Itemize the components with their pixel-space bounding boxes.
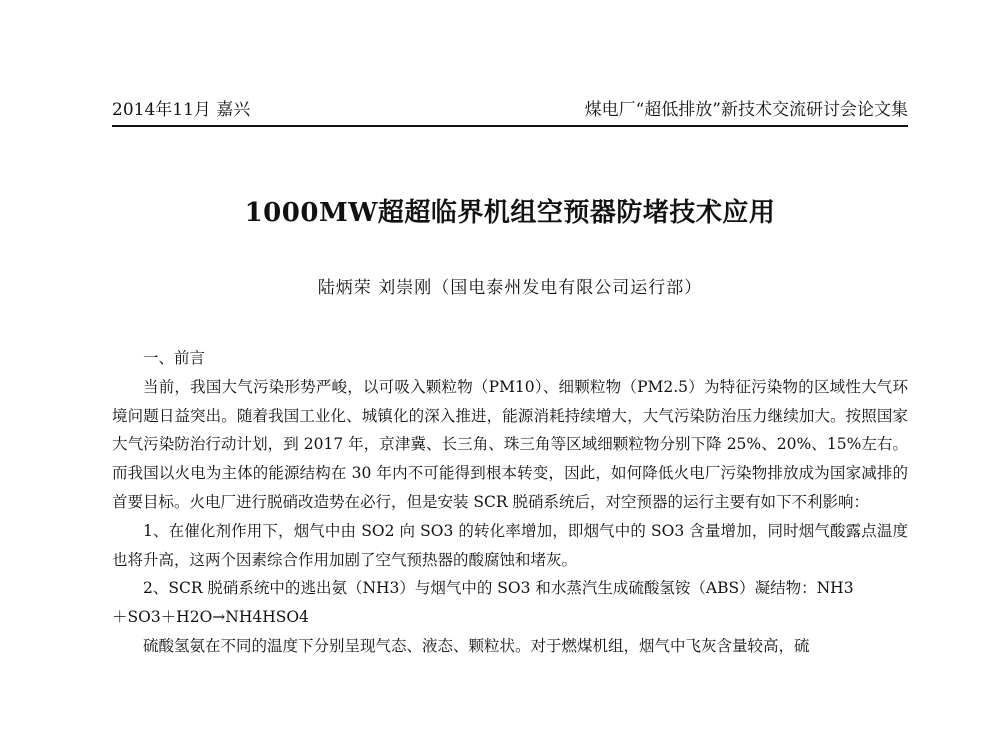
header-proceedings-title: 煤电厂“超低排放”新技术交流研讨会论文集 (584, 100, 908, 120)
paper-title: 1000MW超超临界机组空预器防堵技术应用 (244, 198, 776, 228)
running-header (112, 98, 908, 122)
paragraph-point-1: 1、在催化剂作用下，烟气中由 SO2 向 SO3 的转化率增加，即烟气中的 SO3 含量增加，同时烟气酸露点温度也将升高，这两个因素综合作用加剧了空气预热器的酸腐蚀和堵灰。 (112, 521, 908, 569)
paragraph-intro: 当前，我国大气污染形势严峻，以可吸入颗粒物（PM10）、细颗粒物（PM2.5）为特征污染物的区域性大气环境问题日益突出。随着我国工业化、城镇化的深入推进，能源消耗持续增大，大气污染防治压力继续加大。按照国家大气污染防治行动计划，到 2017 年，京津冀、长三角、珠三角等区域细颗粒物分别下降 25%、20%、15%左右。而我国以火电为主体的能源结构在 30 年内不可能得到根本转变，因此，如何降低火电厂污染物排放成为国家减排的首要目标。火电厂进行脱硝改造势在必行，但是安装 SCR 脱硝系统后，对空预器的运行主要有如下不利影响： (112, 377, 908, 511)
paragraph-ammonium-bisulfate: 硫酸氢氨在不同的温度下分别呈现气态、液态、颗粒状。对于燃煤机组，烟气中飞灰含量较高，硫 (143, 636, 810, 655)
authors-affiliation: 陆炳荣 刘崇刚（国电泰州发电有限公司运行部） (317, 278, 703, 298)
section-heading: 一、前言 (143, 349, 206, 367)
paper-body (112, 344, 908, 661)
header-rule (112, 125, 908, 127)
header-date-location: 2014年11月 嘉兴 (112, 100, 251, 120)
chemical-formula: ＋SO3＋H2O→NH4HSO4 (112, 608, 309, 627)
paragraph-point-2: 2、SCR 脱硝系统中的逃出氨（NH3）与烟气中的 SO3 和水蒸汽生成硫酸氢铵（ABS）凝结物：NH3 (143, 579, 854, 598)
